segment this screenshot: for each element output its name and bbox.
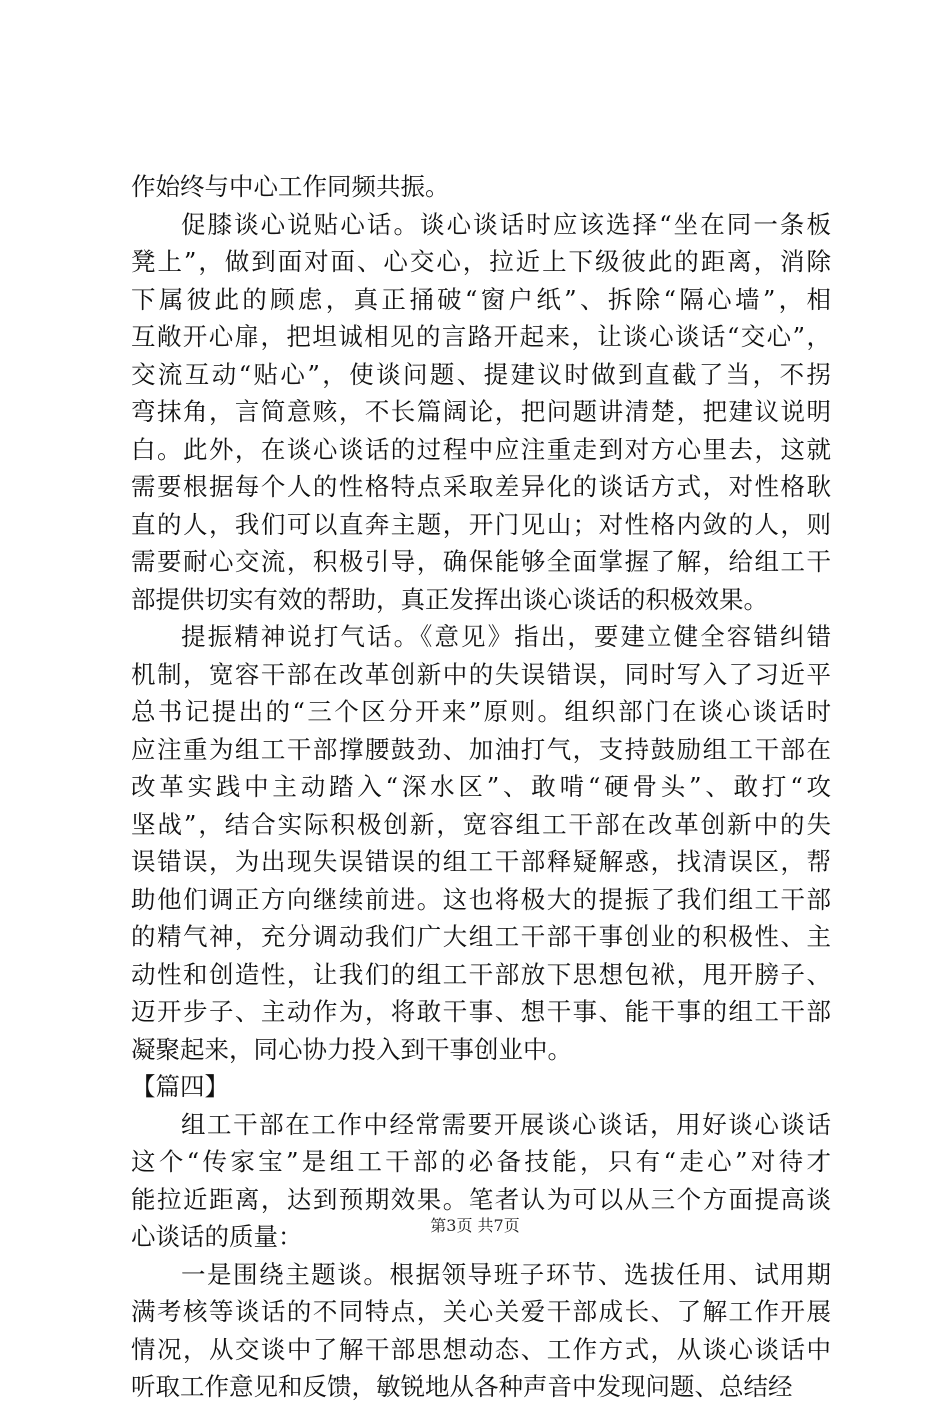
text-line: 互敞开心扉，把坦诚相见的言路开起来，让谈心谈话“交心”， (131, 322, 831, 351)
paragraph-p2 (131, 206, 831, 619)
text-line: 能拉近距离，达到预期效果。笔者认为可以从三个方面提高谈 (131, 1184, 831, 1214)
text-line: 白。此外，在谈心谈话的过程中应注重走到对方心里去，这就 (131, 434, 831, 464)
paragraph-p6 (131, 1256, 831, 1406)
text-line: 坚战”，结合实际积极创新，宽容组工干部在改革创新中的失 (131, 809, 831, 839)
text-line: 误错误，为出现失误错误的组工干部释疑解惑，找清误区，帮 (131, 847, 831, 876)
text-line: 需要耐心交流，积极引导，确保能够全面掌握了解，给组工干 (131, 547, 831, 576)
text-line: 的精气神，充分调动我们广大组工干部干事创业的积极性、主 (131, 922, 831, 951)
text-line: 直的人，我们可以直奔主题，开门见山；对性格内敛的人，则 (131, 509, 831, 539)
text-line: 组工干部在工作中经常需要开展谈心谈话，用好谈心谈话 (181, 1109, 831, 1139)
text-line: 动性和创造性，让我们的组工干部放下思想包袱，甩开膀子、 (131, 959, 831, 989)
text-line: 满考核等谈话的不同特点，关心关爱干部成长、了解工作开展 (131, 1297, 831, 1326)
paragraph-p4 (131, 1068, 831, 1106)
text-line: 提振精神说打气话。《意见》指出，要建立健全容错纠错 (181, 622, 831, 651)
paragraph-p3 (131, 618, 831, 1068)
page-footer: 第3页 共7页 (430, 1216, 520, 1235)
text-line: 作始终与中心工作同频共振。 (131, 172, 450, 201)
paragraph-p1 (131, 168, 831, 206)
text-line: 需要根据每个人的性格特点采取差异化的谈话方式，对性格耿 (131, 472, 831, 501)
text-line: 【篇四】 (131, 1072, 229, 1101)
text-line: 交流互动“贴心”，使谈问题、提建议时做到直截了当，不拐 (131, 359, 831, 389)
text-line: 部提供切实有效的帮助，真正发挥出谈心谈话的积极效果。 (131, 584, 768, 614)
text-line: 应注重为组工干部撑腰鼓劲、加油打气，支持鼓励组工干部在 (131, 734, 831, 764)
text-line: 下属彼此的顾虑，真正捅破“窗户纸”、拆除“隔心墙”，相 (131, 284, 831, 314)
text-line: 心谈话的质量： (131, 1222, 303, 1251)
text-line: 这个“传家宝”是组工干部的必备技能，只有“走心”对待才 (131, 1147, 831, 1176)
text-line: 总书记提出的“三个区分开来”原则。组织部门在谈心谈话时 (131, 697, 831, 726)
text-line: 弯抹角，言简意赅，不长篇阔论，把问题讲清楚，把建议说明 (131, 397, 831, 426)
text-line: 助他们调正方向继续前进。这也将极大的提振了我们组工干部 (131, 884, 831, 914)
text-line: 凝聚起来，同心协力投入到干事创业中。 (131, 1034, 572, 1064)
text-line: 听取工作意见和反馈，敏锐地从各种声音中发现问题、总结经 (131, 1372, 793, 1401)
text-line: 迈开步子、主动作为，将敢干事、想干事、能干事的组工干部 (131, 997, 831, 1026)
text-line: 改革实践中主动踏入“深水区”、敢啃“硬骨头”、敢打“攻 (131, 772, 831, 801)
text-line: 一是围绕主题谈。根据领导班子环节、选拔任用、试用期 (181, 1259, 831, 1289)
text-line: 促膝谈心说贴心话。谈心谈话时应该选择“坐在同一条板 (181, 209, 831, 239)
text-line: 机制，宽容干部在改革创新中的失误错误，同时写入了习近平 (131, 659, 831, 689)
text-line: 情况，从交谈中了解干部思想动态、工作方式，从谈心谈话中 (131, 1334, 831, 1364)
text-line: 凳上”，做到面对面、心交心，拉近上下级彼此的距离，消除 (131, 247, 831, 276)
